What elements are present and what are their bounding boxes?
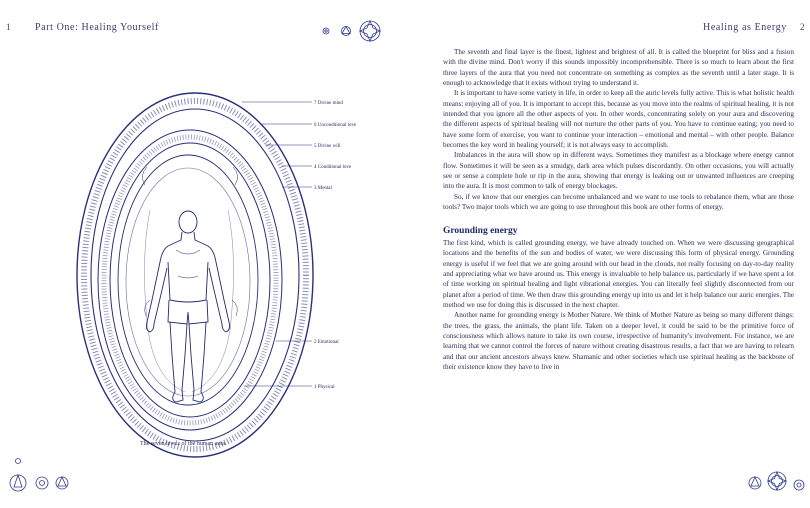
paragraph: So, if we know that our energies can become unbalanced and we want to use tools to rebalance them, what are those tools? Two major tools which we are going to use throughout this book are other forms of energy.: [443, 192, 794, 212]
aura-label-1: 1 Physical: [314, 385, 335, 390]
aura-label-3: 3 Mental: [314, 186, 332, 191]
aura-label-4: 4 Conditional love: [314, 165, 352, 170]
running-head-right: Healing as Energy: [703, 22, 787, 33]
aura-label-5: 5 Divine will: [314, 144, 341, 149]
section-heading: Grounding energy: [443, 225, 518, 236]
page-number-left: 1: [6, 22, 11, 32]
aura-label-6: 6 Unconditional love: [314, 123, 357, 128]
page-number-right: 2: [800, 22, 805, 32]
human-figure: [146, 211, 229, 402]
aura-illustration: [0, 0, 405, 470]
figure-caption: The seven levels of the human aura.: [140, 441, 227, 447]
paragraph: The first kind, which is called grounding energy, we have already touched on. When we were discussing geographical locations and the benefits of the sun and bodies of water, we were discussing this form of physical energy. Grounding energy is useful if we feel that we are going around with our head in the clouds, not really focusing on day-to-day reality and appreciating what we have around us. This energy is invaluable to help balance us, particularly if we have spent a lot of time working on spiritual healing and light vibrational energies. You can literally feel slightly disconnected from our planet after a period of time. We then draw this grounding energy up into us and let it help balance our auric energies. The method we use for doing this is discussed in the next chapter.: [443, 238, 794, 309]
aura-outer-edge: [77, 93, 313, 457]
paragraph: Imbalances in the aura will show up in different ways. Sometimes they manifest as a blockage where energy cannot flow. Sometimes it will be seen as a smudgy, dark area which pulses discordantly. On other occasions, you will actually see or sense a complete hole or rip in the aura, showing that energy is leaking out or unwanted influences are creeping into the aura. It is most common to talk of energy blockages.: [443, 151, 794, 191]
right-page: [405, 0, 810, 508]
footer-ornament-right-icon: [743, 455, 807, 499]
aura-label-2: 2 Emotional: [314, 340, 339, 345]
paragraph: It is important to have some variety in life, in order to keep all the auric levels fully active. This is what holistic health means: enjoying all of you. It is important to accept this, because as you move into the realms of spiritual healing, it is not intended that you ignore all the other aspects of you. In other words, concentrating solely on your aura and discovering the different aspects of spiritual healing will not nurture the other parts of you. You have to continue eating; you need to have some form of exercise, you want to continue your interaction – emotional and mental – with other people. Balance becomes the key word in healing yourself; it is not always easy to accomplish.: [443, 89, 794, 150]
paragraph: The seventh and final layer is the finest, lightest and brightest of all. It is called the blueprint for bliss and a fusion with the divine mind. Don't worry if this sounds impossibly incomprehensible. There is so much to learn about the first three layers of the aura that you need not concentrate on something as complex as the seventh until a later stage. It is enough to acknowledge that it exists without trying to understand it.: [443, 48, 794, 88]
body-text: [443, 47, 794, 372]
footer-ornament-left-icon: [4, 455, 74, 495]
running-head-left: Part One: Healing Yourself: [35, 22, 159, 33]
paragraph: Another name for grounding energy is Mother Nature. We think of Mother Nature as being so many different things: the trees, the grass, the animals, the plant life. Taken on a deeper level, it could be said to be the primitive force of consciousness which allows nature to take its own course, irrespective of humanity's involvement. For instance, we are learning that we cannot control the forces of nature without creating disastrous results, a fact that we are having to relearn and that our ancient ancestors always knew. Shamanic and other societies which use spiritual healing as the backbone of their existence know they have to live in: [443, 311, 794, 371]
aura-label-7: 7 Divine mind: [314, 101, 343, 106]
